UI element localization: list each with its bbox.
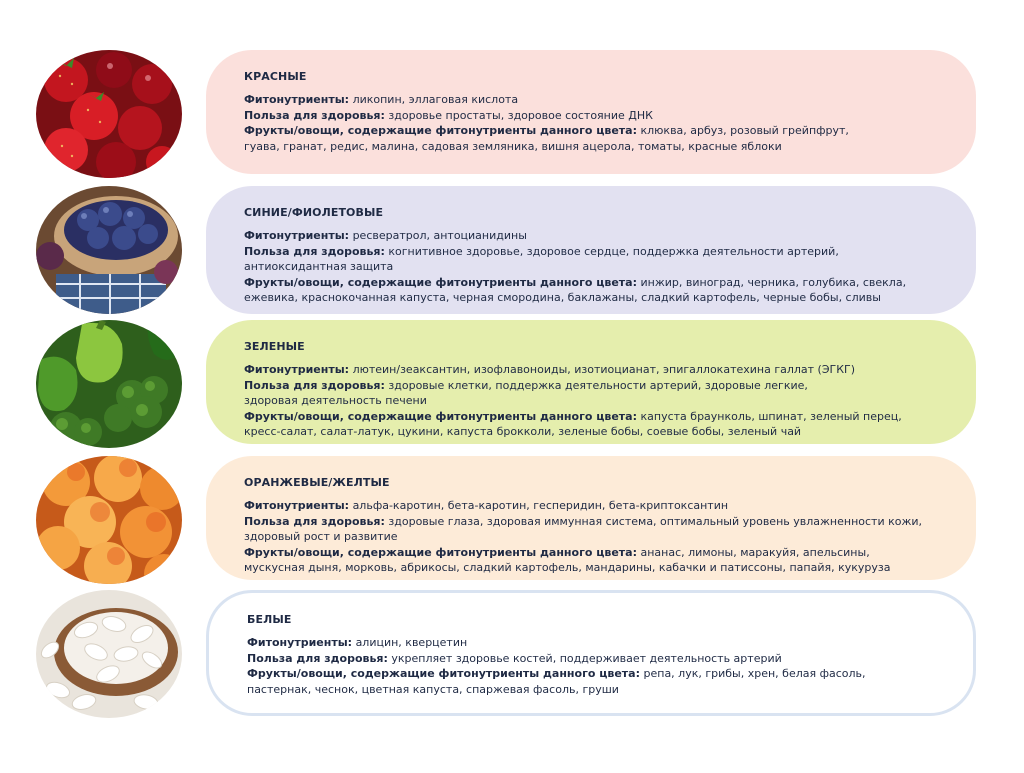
section-title: КРАСНЫЕ xyxy=(244,70,307,83)
health-benefit-line: Польза для здоровья: укрепляет здоровье костей, поддерживает деятельность артерий xyxy=(247,651,782,665)
red-berries-photo xyxy=(36,50,182,178)
section-title: ОРАНЖЕВЫЕ/ЖЕЛТЫЕ xyxy=(244,476,390,489)
foods-line-2: гуава, гранат, редис, малина, садовая земляника, вишня ацерола, томаты, красные яблоки xyxy=(244,139,782,153)
white-beans-photo xyxy=(36,590,182,718)
phytonutrients-line: Фитонутриенты: алицин, кверцетин xyxy=(247,636,468,649)
section-title: СИНИЕ/ФИОЛЕТОВЫЕ xyxy=(244,206,384,219)
foods-line-2: кресс-салат, салат-латук, цукини, капуста брокколи, зеленые бобы, соевые бобы, зеленый чай xyxy=(244,425,802,439)
section-title: ЗЕЛЕНЫЕ xyxy=(244,340,305,353)
foods-line: Фрукты/овощи, содержащие фитонутриенты данного цвета: ананас, лимоны, маракуйя, апельсины, xyxy=(244,545,870,559)
phytonutrients-line: Фитонутриенты: ликопин, эллаговая кислота xyxy=(244,93,519,106)
phytonutrients-line: Фитонутриенты: ресвератрол, антоцианидины xyxy=(244,229,527,242)
health-benefit-line-2: здоровая деятельность печени xyxy=(244,394,427,408)
health-benefit-line-2: здоровый рост и развитие xyxy=(244,530,398,544)
health-benefit-line: Польза для здоровья: когнитивное здоровье, здоровое сердце, поддержка деятельности артерий, xyxy=(244,244,839,258)
foods-line-2: пастернак, чеснок, цветная капуста, спаржевая фасоль, груши xyxy=(247,682,619,696)
foods-line: Фрукты/овощи, содержащие фитонутриенты данного цвета: репа, лук, грибы, хрен, белая фасоль, xyxy=(247,667,866,681)
section-title: БЕЛЫЕ xyxy=(247,613,292,626)
foods-line: Фрукты/овощи, содержащие фитонутриенты данного цвета: капуста браунколь, шпинат, зеленый перец, xyxy=(244,409,902,423)
apricots-photo xyxy=(36,456,182,584)
card-green xyxy=(206,320,976,444)
health-benefit-line: Польза для здоровья: здоровье простаты, здоровое состояние ДНК xyxy=(244,108,653,122)
plums-blueberries-photo xyxy=(36,186,182,314)
health-benefit-line: Польза для здоровья: здоровые глаза, здоровая иммунная система, оптимальный уровень увлажненности кожи, xyxy=(244,514,923,528)
foods-line: Фрукты/овощи, содержащие фитонутриенты данного цвета: клюква, арбуз, розовый грейпфрут, xyxy=(244,124,849,138)
green-vegetables-photo xyxy=(36,320,182,448)
card-orange xyxy=(206,456,976,580)
phytonutrients-line: Фитонутриенты: альфа-каротин, бета-каротин, гесперидин, бета-криптоксантин xyxy=(244,499,729,512)
card-blue xyxy=(206,186,976,314)
card-white xyxy=(206,590,976,716)
foods-line: Фрукты/овощи, содержащие фитонутриенты данного цвета: инжир, виноград, черника, голубика, свекла, xyxy=(244,275,907,289)
card-red xyxy=(206,50,976,174)
foods-line-2: ежевика, краснокочанная капуста, черная смородина, баклажаны, сладкий картофель, черные бобы, сливы xyxy=(244,291,881,305)
phytonutrients-line: Фитонутриенты: лютеин/зеаксантин, изофлавоноиды, изотиоцианат, эпигаллокатехина галлат (ЭГКГ) xyxy=(244,363,856,376)
health-benefit-line-2: антиоксидантная защита xyxy=(244,260,394,274)
health-benefit-line: Польза для здоровья: здоровые клетки, поддержка деятельности артерий, здоровые легкие, xyxy=(244,378,808,392)
foods-line-2: мускусная дыня, морковь, абрикосы, сладкий картофель, мандарины, кабачки и патиссоны, папайя, кукуруза xyxy=(244,561,891,575)
